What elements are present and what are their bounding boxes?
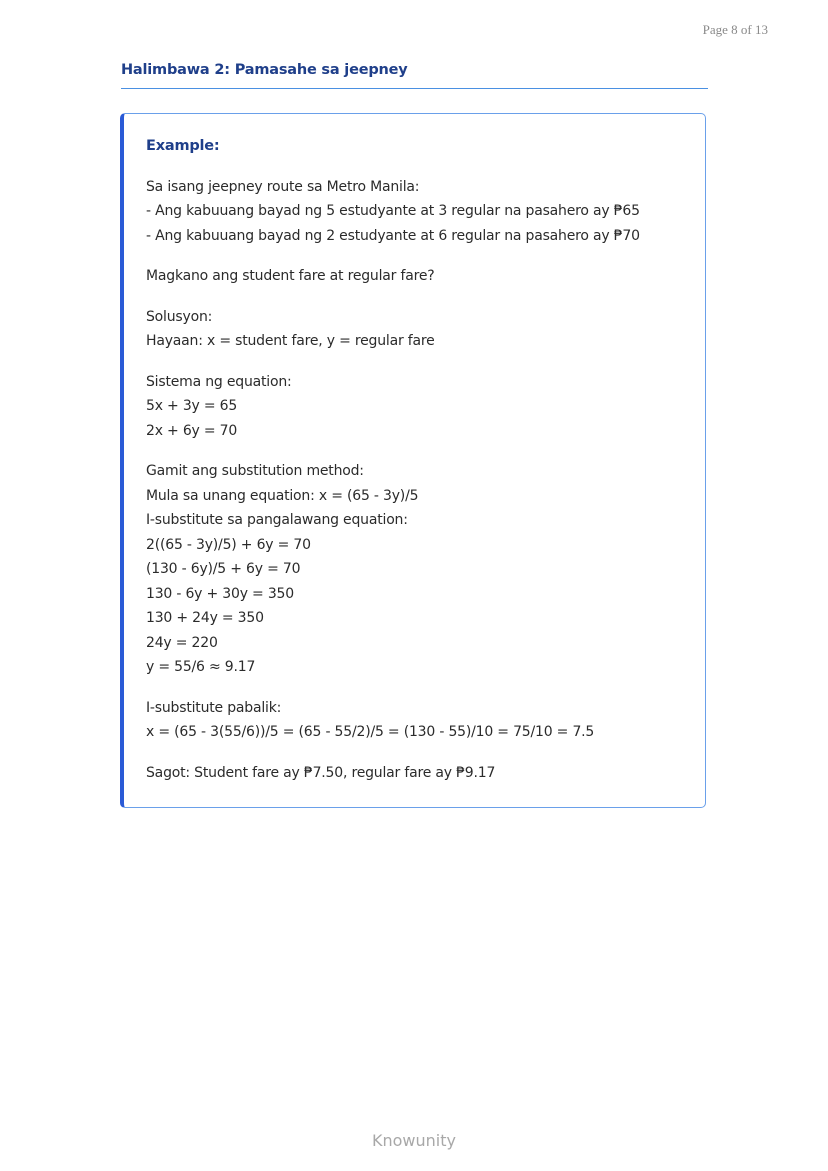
- problem-paragraph: [146, 175, 685, 249]
- back-substitution-paragraph: [146, 696, 685, 745]
- equation-line: (130 - 6y)/5 + 6y = 70: [146, 561, 301, 577]
- text-line: Magkano ang student fare at regular fare?: [146, 268, 435, 284]
- text-line: Sa isang jeepney route sa Metro Manila:: [146, 178, 420, 195]
- section-title: Halimbawa 2: Pamasahe sa jeepney: [121, 62, 408, 78]
- text-line: - Ang kabuuang bayad ng 2 estudyante at 6 regular na pasahero ay ₱70: [146, 227, 640, 244]
- equation-line: 2x + 6y = 70: [146, 422, 238, 439]
- text-line: I-substitute sa pangalawang equation:: [146, 512, 408, 528]
- text-line: Gamit ang substitution method:: [146, 463, 364, 479]
- answer-line: Sagot: Student fare ay ₱7.50, regular fare ay ₱9.17: [146, 764, 496, 781]
- equation-line: 130 + 24y = 350: [146, 610, 264, 626]
- page-number: Page 8 of 13: [702, 22, 768, 37]
- equation-line: 2((65 - 3y)/5) + 6y = 70: [146, 536, 311, 553]
- text-line: I-substitute pabalik:: [146, 699, 282, 716]
- footer-brand: Knowunity: [372, 1131, 456, 1150]
- equation-line: 5x + 3y = 65: [146, 398, 238, 414]
- text-line: Mula sa unang equation: x = (65 - 3y)/5: [146, 487, 419, 504]
- equation-line: 24y = 220: [146, 634, 218, 651]
- example-content: [146, 134, 685, 801]
- solution-paragraph: [146, 305, 685, 354]
- question-paragraph: [146, 264, 685, 289]
- example-box: [120, 113, 706, 808]
- equation-line: 130 - 6y + 30y = 350: [146, 585, 294, 602]
- text-line: Hayaan: x = student fare, y = regular fare: [146, 333, 435, 349]
- answer-paragraph: [146, 761, 685, 786]
- substitution-paragraph: [146, 459, 685, 680]
- system-paragraph: [146, 370, 685, 444]
- text-line: - Ang kabuuang bayad ng 5 estudyante at 3 regular na pasahero ay ₱65: [146, 203, 640, 219]
- section-divider: [121, 88, 708, 89]
- text-line: Solusyon:: [146, 308, 213, 325]
- example-label: Example:: [146, 138, 220, 154]
- equation-line: x = (65 - 3(55/6))/5 = (65 - 55/2)/5 = (130 - 55)/10 = 75/10 = 7.5: [146, 724, 595, 740]
- text-line: Sistema ng equation:: [146, 373, 292, 390]
- equation-line: y = 55/6 ≈ 9.17: [146, 659, 256, 675]
